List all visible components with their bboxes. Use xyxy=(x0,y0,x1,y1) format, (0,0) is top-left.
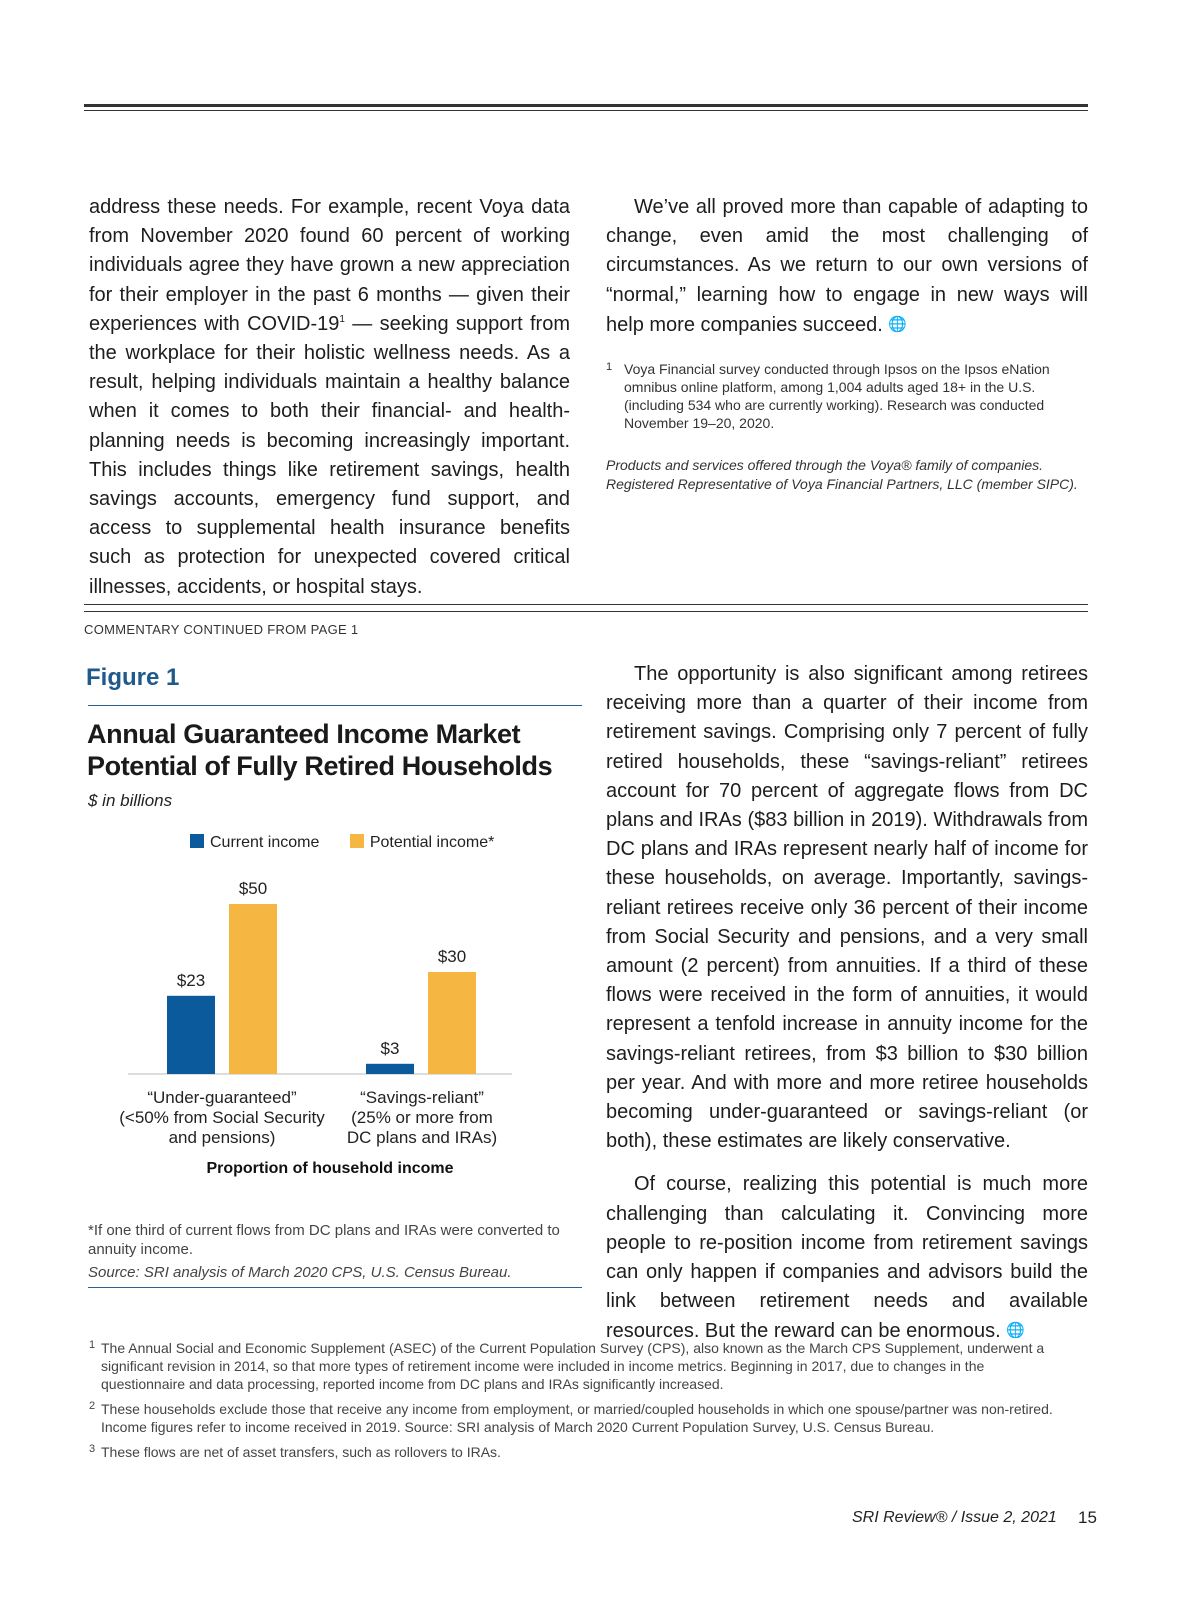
top-rule xyxy=(84,104,1088,107)
figure-top-rule xyxy=(88,705,582,706)
figure-label: Figure 1 xyxy=(86,664,180,691)
footnote-number: 1 xyxy=(89,1339,96,1351)
figure-title-line2: Potential of Fully Retired Households xyxy=(87,751,553,781)
section-rule xyxy=(84,604,1088,605)
legend-swatch-potential xyxy=(350,834,364,848)
left-top-paragraph: address these needs. For example, recent Voya data from November 2020 found 60 percent of working individuals agree they have grown a new appreciation for their employer in the past 6 months — given their experiences with COVID-$19^1$ — seeking support from the workplace for their holistic wellness needs. As a result, helping individuals maintain a healthy balance when it comes to both their financial- and health-planning needs is becoming increasingly important. This includes things like retirement savings, health savings accounts, emergency fund support, and access to supplemental health insurance benefits such as protection for unexpected covered critical illnesses, accidents, or hospital stays. xyxy=(89,196,570,598)
footnote-ref: 1 xyxy=(339,313,345,325)
figure-note: *If one third of current flows from DC plans and IRAs were converted to annuity income. xyxy=(88,1222,560,1258)
bottom-footnote-2: 2 These households exclude those that receive any income from employment, or married/coupled households in which one spouse/partner was non-retired. Income figures refer to income received in 2019. Source: SRI analysis of March 2020 Current Population Survey, U.S. Census Bureau. xyxy=(101,1400,1061,1436)
bar-value-label: $50 xyxy=(238,879,268,898)
right-top-footnote-number: 1 xyxy=(606,361,613,373)
bar-value-label: $3 xyxy=(380,1038,400,1058)
globe-icon: 🌐 xyxy=(888,315,908,333)
bar-value-label: $23 xyxy=(176,970,206,990)
top-rule-thin xyxy=(84,110,1088,111)
footer-publication: SRI Review® / Issue 2, 2021 xyxy=(852,1509,1057,1526)
page-number: 15 xyxy=(1078,1508,1097,1527)
category-label-line: (<50% from Social Security xyxy=(119,1108,325,1127)
bar-value-label: $30 xyxy=(437,947,467,966)
footnote-number: 3 xyxy=(89,1443,96,1455)
category-label-line: and pensions) xyxy=(168,1128,276,1147)
section-rule-2 xyxy=(84,611,1088,612)
figure-source: Source: SRI analysis of March 2020 CPS, U.S. Census Bureau. xyxy=(88,1264,512,1281)
footnote-number: 2 xyxy=(89,1400,96,1412)
legend-swatch-current xyxy=(190,834,204,848)
right-top-paragraph: We’ve all proved more than capable of adapting to change, even amid the most challenging of circumstances. As we return to our own versions of “normal,” learning how to engage in new ways will help more companies succeed. 🌐 xyxy=(606,196,1088,336)
legend-item-potential: Potential income* xyxy=(350,834,495,851)
right-bottom-paragraph-2: Of course, realizing this potential is much more challenging than calculating it. Convincing more people to re-position income from retirement savings can only happen if companies and advisors build the link between retirement needs and available resources. But the reward can be enormous. 🌐 xyxy=(606,1173,1088,1343)
right-top-disclaimer: Products and services offered through the Voya® family of companies. Registered Representative of Voya Financial Partners, LLC (member SIPC). xyxy=(606,457,1078,492)
bar-potential-0 xyxy=(229,904,277,1074)
globe-icon: 🌐 xyxy=(1006,1322,1025,1340)
category-label-savings-reliant xyxy=(332,1088,512,1148)
right-top-footnote-text: Voya Financial survey conducted through Ipsos on the Ipsos eNation omnibus online platform, among 1,004 adults aged 18+ in the U.S. (including 534 who are currently working). Research was conducted November 19–20, 2020. xyxy=(624,361,1050,431)
bar-current-0 xyxy=(167,996,215,1074)
bar-chart xyxy=(110,866,530,1082)
right-bottom-paragraph-1: The opportunity is also significant among retirees receiving more than a quarter of their income from retirement savings. Comprising only 7 percent of fully retired households, these “savings-reliant” retirees account for 70 percent of aggregate flows from DC plans and IRAs ($83 billion in 2019). Withdrawals from DC plans and IRAs represent nearly half of income for these households, on average. Importantly, savings-reliant retirees receive only 36 percent of their income from Social Security and pensions, and a very small amount (2 percent) from annuities. If a third of these flows were received in the form of annuities, it would represent a tenfold increase in annuity income for the savings-reliant retirees, from $3 billion to $30 billion per year. And with more and more retiree households becoming under-guaranteed or savings-reliant (or both), these estimates are likely conservative. xyxy=(606,663,1088,1153)
bottom-footnote-3: 3 These flows are net of asset transfers, such as rollovers to IRAs. xyxy=(101,1443,1061,1461)
figure-title-line1: Annual Guaranteed Income Market xyxy=(87,719,521,749)
category-label-line: “Under-guaranteed” xyxy=(147,1088,297,1107)
x-axis-title: Proportion of household income xyxy=(206,1160,454,1177)
category-label-line: DC plans and IRAs) xyxy=(346,1128,498,1147)
category-label-under-guaranteed xyxy=(112,1088,332,1148)
category-label-line: “Savings-reliant” xyxy=(360,1088,484,1107)
bottom-footnote-1: 1 The Annual Social and Economic Supplement (ASEC) of the Current Population Survey (CPS), also known as the March CPS Supplement, underwent a significant revision in 2014, so that more types of retirement income were included in income metrics. Beginning in 2017, due to changes in the questionnaire and data processing, reported income from DC plans and IRAs significantly increased. xyxy=(101,1339,1061,1393)
category-label-line: (25% or more from xyxy=(351,1108,493,1127)
figure-subtitle: $ in billions xyxy=(88,791,173,810)
figure-title xyxy=(87,718,587,782)
bar-potential-1 xyxy=(428,972,476,1074)
chart-legend xyxy=(190,834,510,852)
right-bottom-text xyxy=(606,660,1088,1347)
bar-current-1 xyxy=(366,1064,414,1074)
legend-item-current: Current income xyxy=(190,834,319,851)
right-top-footnote xyxy=(606,360,1076,432)
section-tag: COMMENTARY CONTINUED FROM PAGE 1 xyxy=(84,622,359,637)
figure-bottom-rule xyxy=(88,1287,582,1288)
